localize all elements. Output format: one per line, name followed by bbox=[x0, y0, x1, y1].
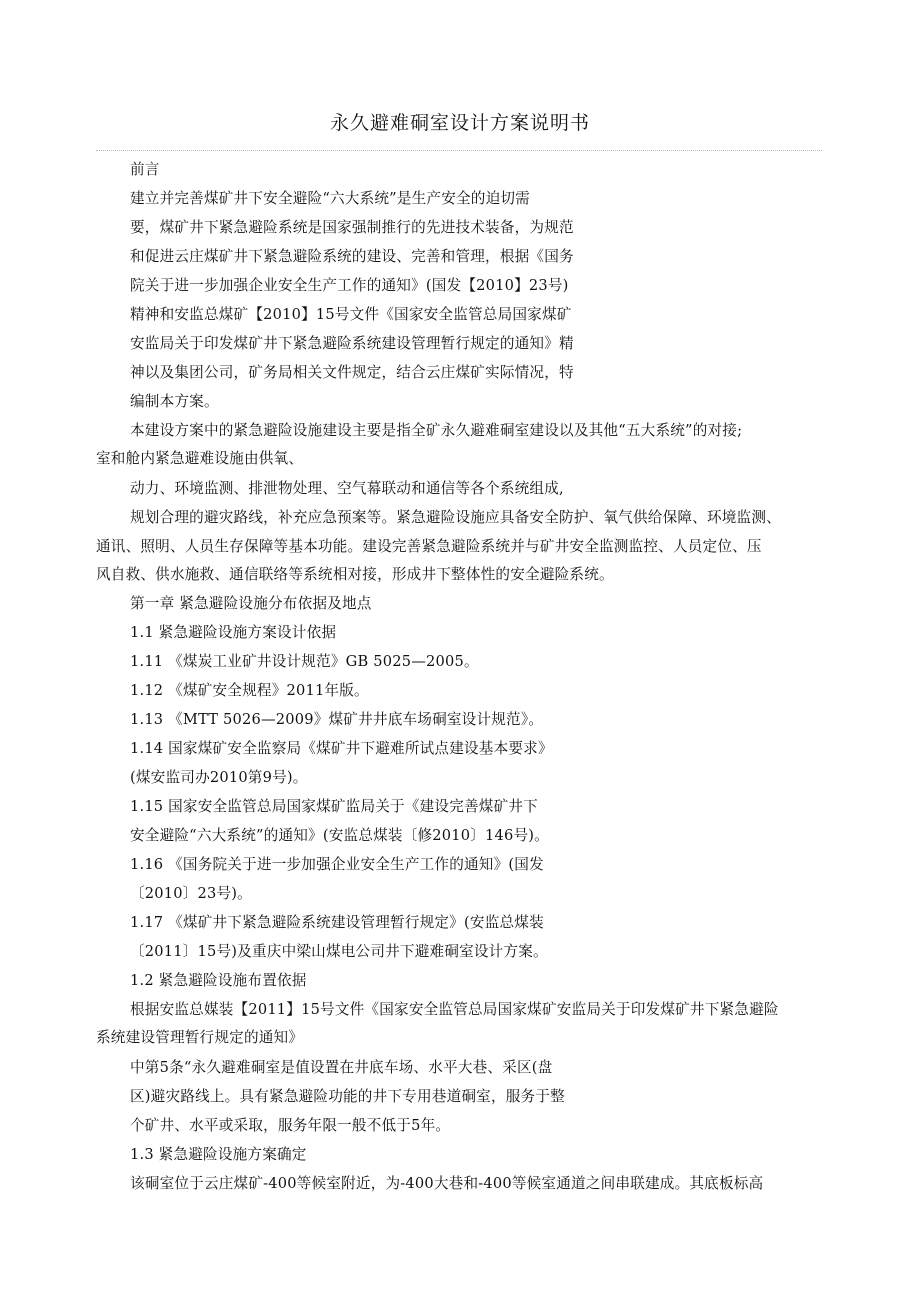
heading-section-1-2: 1.2 紧急避险设施布置依据 bbox=[130, 972, 307, 989]
document-title: 永久避难硐室设计方案说明书 bbox=[329, 112, 590, 134]
text-line: 神以及集团公司，矿务局相关文件规定，结合云庄煤矿实际情况，特 bbox=[130, 364, 574, 381]
heading-preface: 前言 bbox=[130, 161, 160, 178]
text-line: 系统建设管理暂行规定的通知》 bbox=[96, 1029, 304, 1046]
title-divider bbox=[96, 150, 822, 151]
text-line: 风自救、供水施救、通信联络等系统相对接，形成井下整体性的安全避险系统。 bbox=[96, 566, 614, 583]
text-line: 建立并完善煤矿井下安全避险“六大系统”是生产安全的迫切需 bbox=[130, 190, 530, 207]
text-line: 精神和安监总煤矿【2010】15号文件《国家安全监管总局国家煤矿 bbox=[130, 306, 572, 323]
text-line: 个矿井、水平或采取，服务年限一般不低于5年。 bbox=[130, 1117, 451, 1134]
text-line: 1.16 《国务院关于进一步加强企业安全生产工作的通知》(国发 bbox=[130, 856, 544, 873]
text-line: 1.13 《MTT 5026—2009》煤矿井井底车场硐室设计规范》。 bbox=[130, 711, 544, 728]
text-line: 安全避险“六大系统”的通知》(安监总煤装〔修2010〕146号)。 bbox=[130, 827, 549, 844]
text-line: 1.11 《煤炭工业矿井设计规范》GB 5025—2005。 bbox=[130, 653, 479, 670]
text-line: 1.17 《煤矿井下紧急避险系统建设管理暂行规定》(安监总煤装 bbox=[130, 914, 544, 931]
text-line: 1.12 《煤矿安全规程》2011年版。 bbox=[130, 682, 369, 699]
text-line: 安监局关于印发煤矿井下紧急避险系统建设管理暂行规定的通知》精 bbox=[130, 335, 574, 352]
heading-section-1-3: 1.3 紧急避险设施方案确定 bbox=[130, 1146, 307, 1163]
text-line: 本建设方案中的紧急避险设施建设主要是指全矿永久避难硐室建设以及其他“五大系统”的对接; bbox=[130, 422, 743, 439]
text-line: 〔2011〕15号)及重庆中梁山煤电公司井下避难硐室设计方案。 bbox=[130, 943, 548, 960]
text-line: 动力、环境监测、排泄物处理、空气幕联动和通信等各个系统组成, bbox=[130, 480, 564, 497]
text-line: 要，煤矿井下紧急避险系统是国家强制推行的先进技术装备，为规范 bbox=[130, 219, 574, 236]
text-line: 中第5条“永久避难硐室是值设置在井底车场、水平大巷、采区(盘 bbox=[130, 1059, 553, 1076]
heading-section-1-1: 1.1 紧急避险设施方案设计依据 bbox=[130, 624, 337, 641]
text-line: 通讯、照明、人员生存保障等基本功能。建设完善紧急避险系统并与矿井安全监测监控、人员定位、压 bbox=[96, 538, 762, 555]
text-line: 区)避灾路线上。具有紧急避险功能的井下专用巷道硐室，服务于整 bbox=[130, 1088, 565, 1105]
text-line: 该硐室位于云庄煤矿-400等候室附近，为-400大巷和-400等候室通道之间串联建成。其底板标高 bbox=[130, 1175, 764, 1192]
text-line: 室和舱内紧急避难设施由供氧、 bbox=[96, 450, 304, 467]
text-line: 和促进云庄煤矿井下紧急避险系统的建设、完善和管理，根据《国务 bbox=[130, 248, 574, 265]
text-line: (煤安监司办2010第9号)。 bbox=[130, 769, 308, 786]
text-line: 1.14 国家煤矿安全监察局《煤矿井下避难所试点建设基本要求》 bbox=[130, 740, 553, 757]
heading-chapter-1: 第一章 紧急避险设施分布依据及地点 bbox=[130, 595, 372, 612]
text-line: 1.15 国家安全监管总局国家煤矿监局关于《建设完善煤矿井下 bbox=[130, 798, 538, 815]
text-line: 编制本方案。 bbox=[130, 393, 219, 410]
text-line: 〔2010〕23号)。 bbox=[130, 885, 252, 902]
text-line: 根据安监总媒装【2011】15号文件《国家安全监管总局国家煤矿安监局关于印发煤矿井下紧急避险 bbox=[130, 1001, 779, 1018]
text-line: 规划合理的避灾路线，补充应急预案等。紧急避险设施应具备安全防护、氧气供给保障、环境监测、 bbox=[130, 509, 781, 526]
text-line: 院关于进一步加强企业安全生产工作的通知》(国发【2010】23号) bbox=[130, 277, 569, 294]
